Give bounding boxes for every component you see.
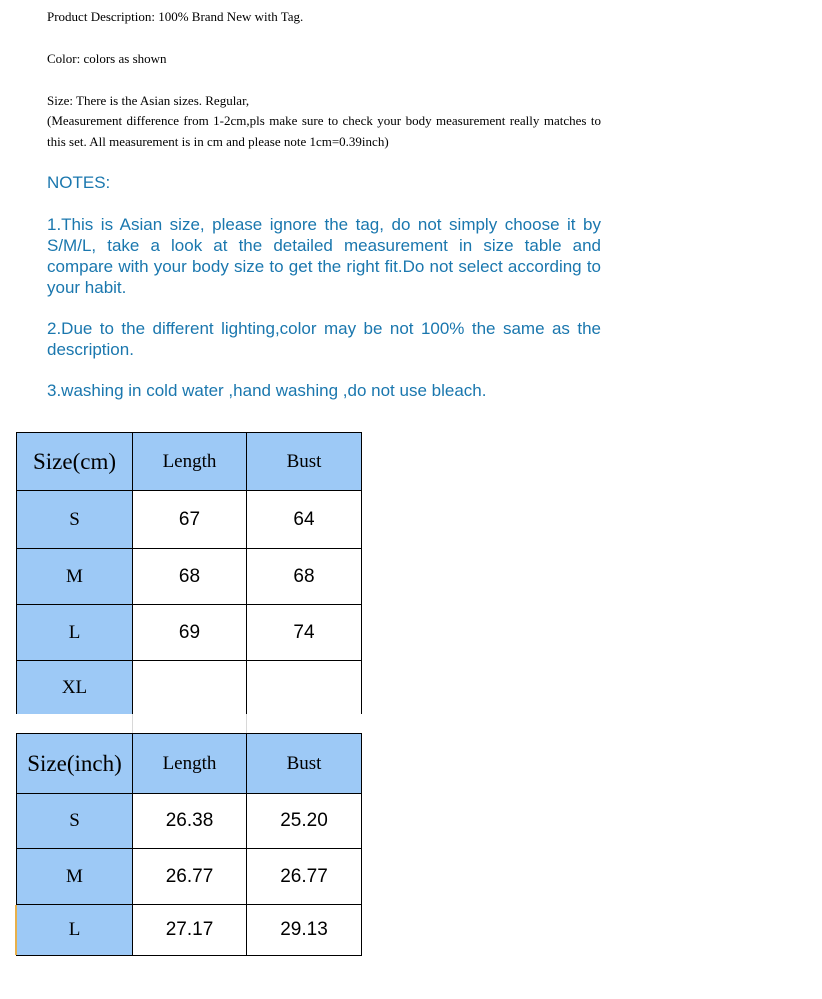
size-description: Size: There is the Asian sizes. Regular, (47, 93, 250, 108)
measurement-note: (Measurement difference from 1-2cm,pls make sure to check your body measurement really matches to this set. All measurement is in cm and please note 1cm=0.39inch) (47, 113, 601, 149)
header-bust: Bust (247, 433, 362, 491)
bust-value: 29.13 (247, 905, 362, 956)
table-edge-mark (15, 905, 17, 955)
header-bust: Bust (247, 734, 362, 794)
table-gap (16, 714, 362, 733)
size-label: M (17, 849, 133, 905)
length-value: 26.77 (133, 849, 247, 905)
table-row (17, 549, 362, 605)
size-label: L (17, 905, 133, 956)
size-label: S (17, 491, 133, 549)
bust-value: 25.20 (247, 794, 362, 849)
table-row (17, 905, 362, 956)
note-lighting: 2.Due to the different lighting,color may be not 100% the same as the description. (47, 319, 601, 359)
header-length: Length (133, 734, 247, 794)
size-label: L (17, 605, 133, 661)
table-row (17, 491, 362, 549)
note-washing: 3.washing in cold water ,hand washing ,do not use bleach. (47, 381, 487, 400)
gap-divider (132, 714, 133, 733)
length-value: 68 (133, 549, 247, 605)
table-header-row (17, 734, 362, 794)
bust-value: 26.77 (247, 849, 362, 905)
table-row (17, 605, 362, 661)
bust-value: 68 (247, 549, 362, 605)
color-description: Color: colors as shown (47, 51, 167, 66)
size-label: M (17, 549, 133, 605)
note-asian-size: 1.This is Asian size, please ignore the tag, do not simply choose it by S/M/L, take a look at the detailed measurement in size table and compare with your body size to get the right fit.Do not select according to your habit. (47, 215, 601, 297)
header-size-cm: Size(cm) (17, 433, 133, 491)
size-table-cm (16, 432, 362, 716)
length-value: 26.38 (133, 794, 247, 849)
notes-title: NOTES: (47, 173, 111, 192)
size-label: XL (17, 661, 133, 716)
table-row (17, 849, 362, 905)
header-size-inch: Size(inch) (17, 734, 133, 794)
length-value (133, 661, 247, 716)
table-row (17, 661, 362, 716)
bust-value: 74 (247, 605, 362, 661)
length-value: 67 (133, 491, 247, 549)
bust-value: 64 (247, 491, 362, 549)
table-header-row (17, 433, 362, 491)
table-row (17, 794, 362, 849)
size-table-inch (16, 733, 362, 956)
size-label: S (17, 794, 133, 849)
length-value: 69 (133, 605, 247, 661)
length-value: 27.17 (133, 905, 247, 956)
bust-value (247, 661, 362, 716)
gap-divider (246, 714, 247, 733)
header-length: Length (133, 433, 247, 491)
product-description: Product Description: 100% Brand New with Tag. (47, 9, 304, 24)
